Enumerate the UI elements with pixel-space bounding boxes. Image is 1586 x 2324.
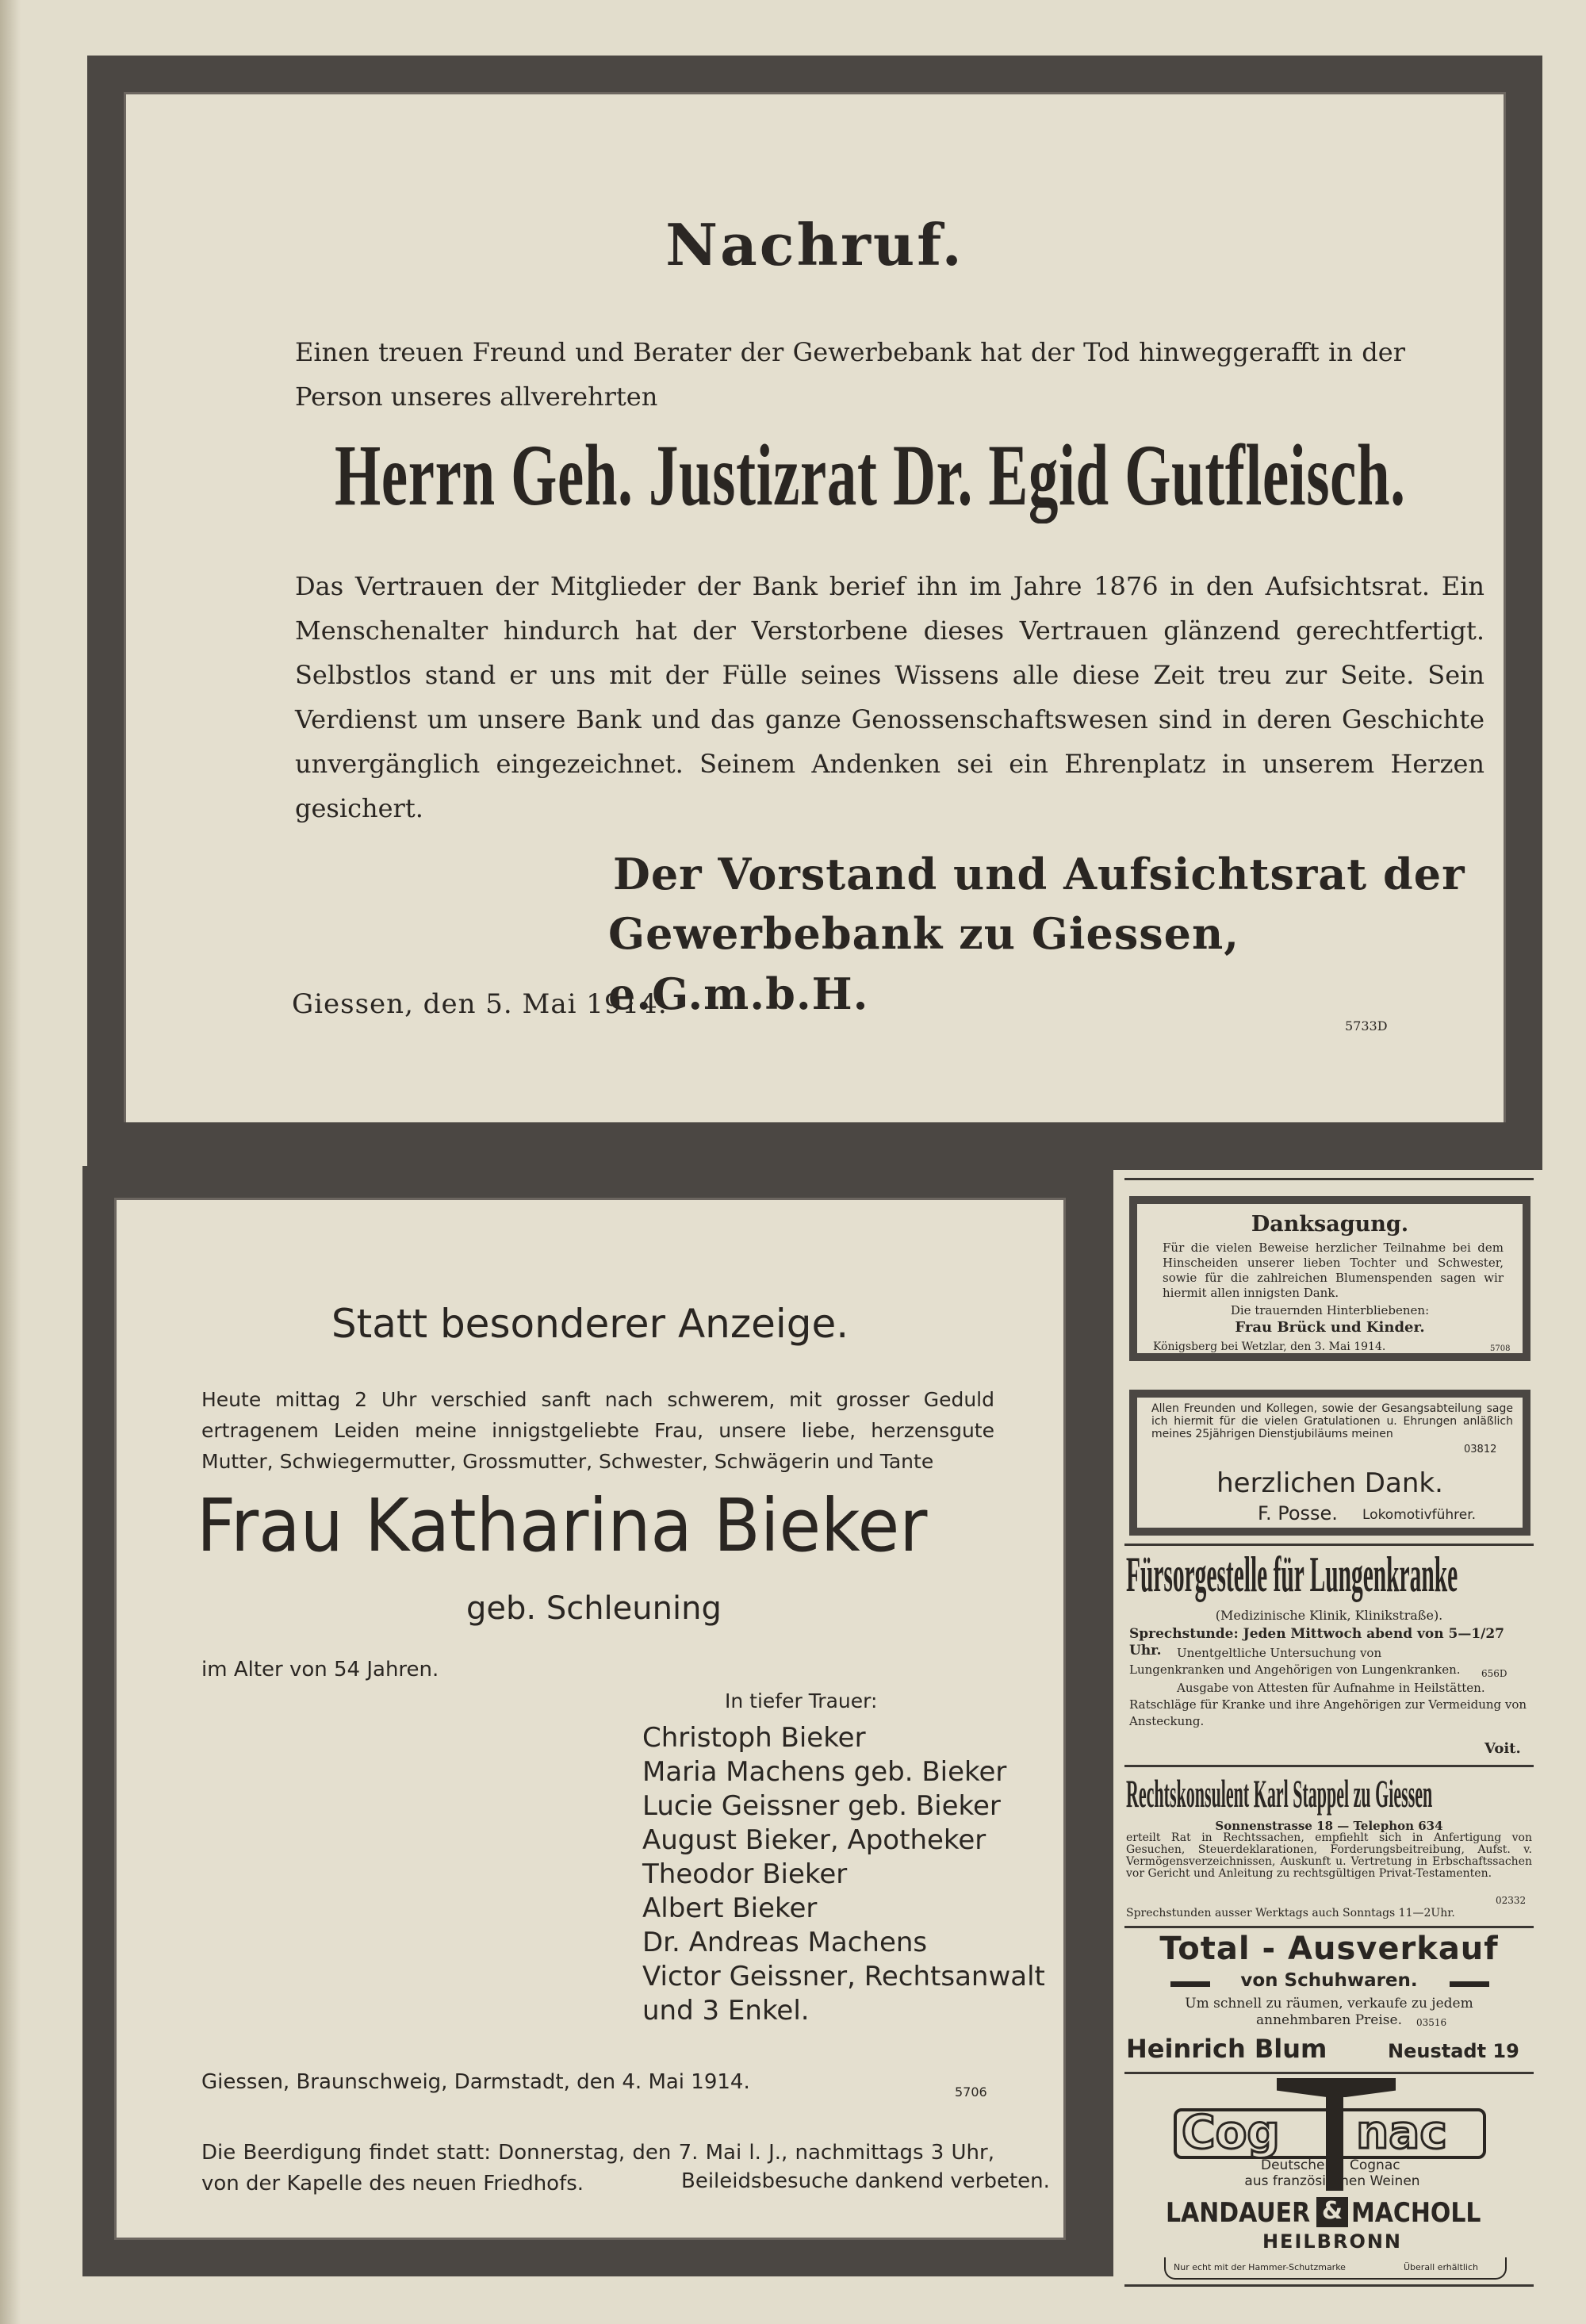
mourner: Theodor Bieker [642,1858,848,1890]
ausverkauf-heading: Total - Ausverkauf [1159,1931,1499,1967]
mourner: Albert Bieker [642,1893,818,1924]
ad-posse [1129,1390,1530,1536]
ausverkauf-street: Neustadt 19 [1388,2040,1519,2062]
cognac-company-left: LANDAUER [1166,2197,1311,2229]
cognac-company-amp: & [1316,2197,1348,2227]
ausverkauf-dash-right [1450,1981,1489,1987]
fuersorge-code: 656D [1481,1668,1507,1679]
signature-line-2: Gewerbebank zu Giessen, e.G.m.b.H. [608,908,1240,1019]
mourner: Maria Machens geb. Bieker [642,1756,1007,1788]
stappel-code: 02332 [1496,1895,1527,1906]
fuersorge-text: Unentgeltliche Untersuchung von Lungenkranken und Angehörigen von Lungenkranken. [1129,1646,1461,1677]
bieker-intro: Heute mittag 2 Uhr verschied sanft nach schwerem, mit grosser Geduld ertragenem Leiden meine innigstgeliebte Frau, unsere liebe, herzensgute Mutter, Schwiegermutter, Grossmutter, Schwester, Schwägerin und Tante [201,1388,994,1473]
deceased-name: Herrn Geh. Justizrat Dr. Egid Gutfleisch. [335,427,1406,523]
cognac-line2: aus französischen Weinen [1244,2173,1420,2189]
stappel-hours: Sprechstunden ausser Werktags auch Sonntags 11—2Uhr. [1126,1907,1455,1919]
mourner: Lucie Geissner geb. Bieker [642,1790,1001,1822]
cognac-logo-right: nac [1356,2105,1447,2159]
posse-name: F. Posse. [1258,1502,1338,1524]
page-edge-shadow [0,0,21,2324]
ad-stappel [1126,1770,1532,1923]
separator-band [87,1122,1542,1170]
signature-line-1: Der Vorstand und Aufsichtsrat der [613,849,1465,899]
danksagung-text: Für die vielen Beweise herzlicher Teilnahme bei dem Hinscheiden unserer lieben Tochter und Schwester, sowie für die zahlreichen Blumenspenden sagen wir hiermit allen innigsten Dank. [1163,1241,1504,1300]
mourning-label: In tiefer Trauer: [725,1689,878,1712]
bieker-places-date: Giessen, Braunschweig, Darmstadt, den 4. Mai 1914. [201,2070,750,2094]
obituary-body: Das Vertrauen der Mitglieder der Bank berief ihn im Jahre 1876 in den Aufsichtsrat. Ein Menschenalter hindurch hat der Verstorbene dieses Vertrauen glänzend gerechtfertigt. Selbstlos stand er uns mit der Fülle seines Wissens alle diese Zeit treu zur Seite. Sein Verdienst um unsere Bank und das ganze Genossenschaftswesen sind in deren Geschichte unvergänglich eingezeichnet. Seinem Andenken sei ein Ehrenplatz in unserem Herzen gesichert. [295,571,1484,823]
rule-2 [1124,1765,1534,1767]
ausverkauf-sub: von Schuhwaren. [1240,1970,1418,1991]
obituary-heading: Nachruf. [665,211,964,278]
cognac-footer-right: Überall erhältlich [1404,2262,1478,2272]
cognac-city: HEILBRONN [1262,2230,1403,2253]
ausverkauf-code: 03516 [1416,2017,1447,2028]
ad-fuersorge [1126,1547,1532,1761]
right-column-top-rule [1124,1178,1534,1180]
ausverkauf-text: Um schnell zu räumen, verkaufe zu jedem annehmbaren Preise. [1185,1996,1473,2028]
fuersorge-hours: Sprechstunde: Jeden Mittwoch abend von 5—1/27 Uhr. [1129,1626,1505,1659]
hammer-icon [1277,2078,1396,2097]
bieker-birth-name: geb. Schleuning [466,1590,722,1627]
bieker-name: Frau Katharina Bieker [197,1483,928,1568]
cognac-footer-left: Nur echt mit der Hammer-Schutzmarke [1174,2262,1346,2272]
mourner: Victor Geissner, Rechtsanwalt [642,1961,1045,1992]
obituary-date: Giessen, den 5. Mai 1914. [292,988,668,1020]
danksagung-signers-label: Die trauernden Hinterbliebenen: [1230,1303,1430,1317]
mourner: August Bieker, Apotheker [642,1824,986,1856]
danksagung-code: 5708 [1490,1344,1511,1353]
ad-danksagung [1129,1196,1530,1361]
posse-text: Allen Freunden und Kollegen, sowie der Gesangsabteilung sage ich hiermit für die vielen Gratulationen u. Ehrungen anläßlich meines 25jährigen Dienstjubiläums meinen [1151,1402,1513,1440]
statt-anzeige-header: Statt besonderer Anzeige. [331,1301,849,1347]
bieker-code: 5706 [955,2084,987,2100]
fuersorge-sign: Voit. [1484,1740,1521,1757]
obituary-main-frame [87,56,1542,1166]
rule-3 [1124,1926,1534,1928]
posse-title: Lokomotivführer. [1362,1507,1477,1523]
obituary-intro: Einen treuen Freund und Berater der Gewerbebank hat der Tod hinweggerafft in der Person unseres allverehrten [295,337,1405,412]
rule-4 [1124,2072,1534,2074]
rule-bottom [1124,2284,1534,2287]
stappel-address: Sonnenstrasse 18 — Telephon 634 [1215,1819,1443,1833]
mourner: Dr. Andreas Machens [642,1927,928,1958]
ausverkauf-shop: Heinrich Blum [1126,2034,1327,2064]
mourners-list [642,1721,1045,2028]
ad-ausverkauf [1126,1931,1532,2065]
mourner: Christoph Bieker [642,1722,866,1754]
cognac-line1-right: Cognac [1350,2157,1400,2173]
fuersorge-text2: Ausgabe von Attesten für Aufnahme in Heilstätten. Ratschläge für Kranke und ihre Angehörigen zur Vermeidung von Ansteckung. [1129,1681,1527,1728]
cognac-logo-left: Cog [1182,2105,1280,2159]
condolence-note: Beileidsbesuche dankend verbeten. [681,2169,1050,2193]
fuersorge-heading: Fürsorgestelle für Lungenkranke [1126,1546,1458,1602]
bieker-age: im Alter von 54 Jahren. [201,1658,439,1682]
danksagung-signers: Frau Brück und Kinder. [1235,1319,1425,1336]
stappel-text: erteilt Rat in Rechtssachen, empfiehlt sich in Anfertigung von Gesuchen, Steuerdeklarationen, Forderungsbeitreibung, Aufst. v. Vermögensverzeichnissen, Auskunft u. Vertretung in Erbschaftssachen vor Gericht und Anleitung zu rechtsgültigen Privat-Testamenten. [1126,1831,1532,1880]
mourner: und 3 Enkel. [642,1995,810,2027]
posse-thanks: herzlichen Dank. [1216,1467,1443,1499]
ad-cognac [1142,2078,1523,2281]
fuersorge-sub: (Medizinische Klinik, Klinikstraße). [1215,1608,1443,1623]
obituary-code: 5733D [1345,1018,1388,1034]
posse-code: 03812 [1464,1444,1497,1455]
stappel-heading: Rechtskonsulent Karl Stappel zu Giessen [1126,1771,1433,1816]
danksagung-title: Danksagung. [1251,1212,1409,1237]
cognac-company-right: MACHOLL [1351,2197,1481,2229]
cognac-line1-left: Deutscher [1261,2157,1331,2173]
funeral-notice: Die Beerdigung findet statt: Donnerstag, den 7. Mai l. J., nachmittags 3 Uhr, von der Kapelle des neuen Friedhofs. [201,2141,994,2196]
obituary-bieker-frame [82,1166,1113,2276]
danksagung-place-date: Königsberg bei Wetzlar, den 3. Mai 1914. [1153,1340,1386,1353]
